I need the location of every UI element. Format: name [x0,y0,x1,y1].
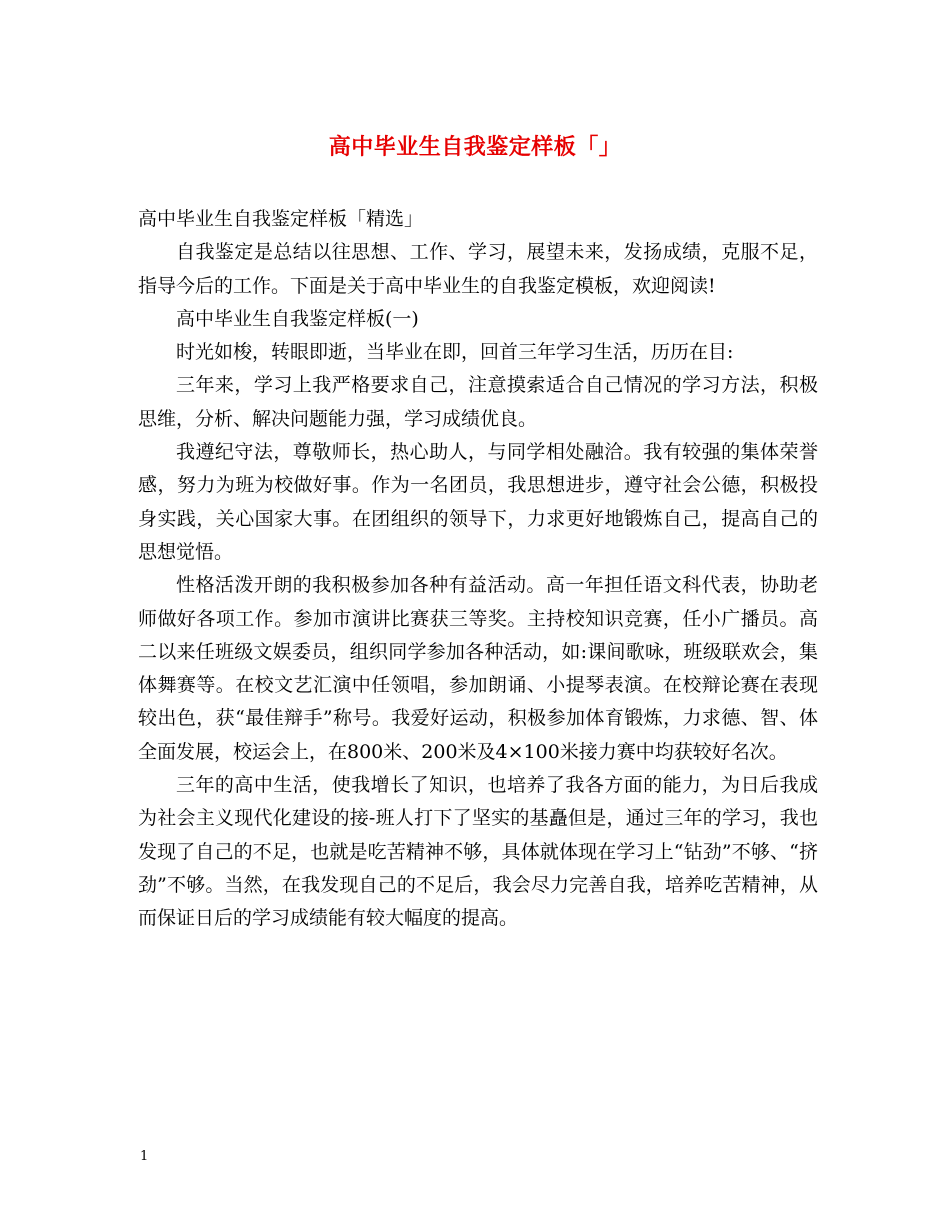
page-number: 1 [140,1149,149,1164]
paragraph-intro: 自我鉴定是总结以往思想、工作、学习，展望未来，发扬成绩，克服不足，指导今后的工作。下面是关于高中毕业生的自我鉴定模板，欢迎阅读! [138,241,818,297]
paragraph: 三年的高中生活，使我增长了知识，也培养了我各方面的能力，为日后我成为社会主义现代化建设的接-班人打下了坚实的基矗但是，通过三年的学习，我也发现了自己的不足，也就是吃苦精神不够，具体就体现在学习上“钻劲”不够、“挤劲”不够。当然，在我发现自己的不足后，我会尽力完善自我，培养吃苦精神，从而保证日后的学习成绩能有较大幅度的提高。 [138,774,818,930]
document-subtitle: 高中毕业生自我鉴定样板「精选」 [138,208,424,230]
section-heading: 高中毕业生自我鉴定样板(一) [176,307,419,330]
document-title: 高中毕业生自我鉴定样板「」 [328,134,622,160]
paragraph: 我遵纪守法，尊敬师长，热心助人，与同学相处融洽。我有较强的集体荣誉感，努力为班为校做好事。作为一名团员，我思想进步，遵守社会公德，积极投身实践，关心国家大事。在团组织的领导下，力求更好地锻炼自己，提高自己的思想觉悟。 [138,441,818,563]
paragraph: 时光如梭，转眼即逝，当毕业在即，回首三年学习生活，历历在目: [176,341,734,364]
paragraph: 三年来，学习上我严格要求自己，注意摸索适合自己情况的学习方法，积极思维，分析、解决问题能力强，学习成绩优良。 [138,374,818,430]
paragraph: 性格活泼开朗的我积极参加各种有益活动。高一年担任语文科代表，协助老师做好各项工作。参加市演讲比赛获三等奖。主持校知识竞赛，任小广播员。高二以来任班级文娱委员，组织同学参加各种活动，如:课间歌咏，班级联欢会，集体舞赛等。在校文艺汇演中任领唱，参加朗诵、小提琴表演。在校辩论赛在表现较出色，获“最佳辩手”称号。我爱好运动，积极参加体育锻炼，力求德、智、体全面发展，校运会上，在800米、200米及4×100米接力赛中均获较好名次。 [138,574,818,763]
document-body [138,203,818,936]
